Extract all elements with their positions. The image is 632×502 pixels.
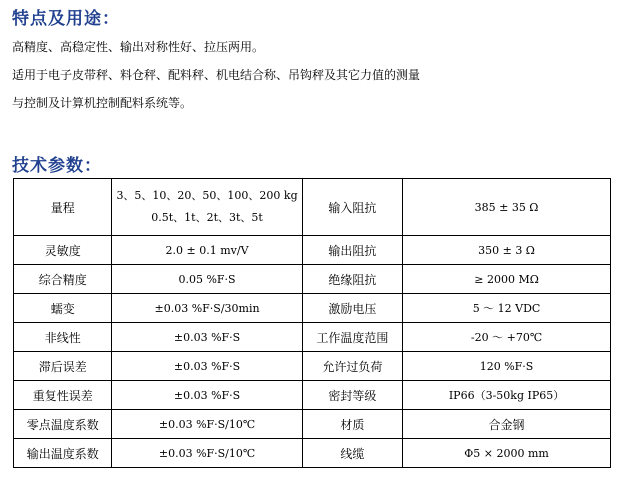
spec-label: 材质 — [302, 410, 402, 439]
spec-value: 2.0 ± 0.1 mv/V — [112, 236, 302, 265]
spec-label: 非线性 — [14, 323, 112, 352]
spec-label: 输出阻抗 — [302, 236, 402, 265]
spec-label: 线缆 — [302, 439, 402, 468]
spec-value: 120 %F·S — [403, 352, 611, 381]
features-heading: 特点及用途： — [12, 9, 120, 29]
features-line-3: 与控制及计算机控制配料系统等。 — [12, 96, 193, 110]
spec-label: 蠕变 — [14, 294, 112, 323]
spec-label: 综合精度 — [14, 265, 112, 294]
spec-label: 密封等级 — [302, 381, 402, 410]
spec-label: 允许过负荷 — [302, 352, 402, 381]
table-row — [14, 381, 611, 410]
spec-label: 绝缘阻抗 — [302, 265, 402, 294]
spec-value: ±0.03 %F·S/30min — [112, 294, 302, 323]
spec-value: Φ5 × 2000 mm — [403, 439, 611, 468]
spec-label: 滞后误差 — [14, 352, 112, 381]
table-row — [14, 236, 611, 265]
spec-value: 5 ～ 12 VDC — [403, 294, 611, 323]
table-row — [14, 439, 611, 468]
spec-label: 工作温度范围 — [302, 323, 402, 352]
table-row — [14, 323, 611, 352]
spec-value: 合金钢 — [403, 410, 611, 439]
spec-label: 零点温度系数 — [14, 410, 112, 439]
specs-table — [13, 178, 611, 468]
spec-label: 激励电压 — [302, 294, 402, 323]
spec-value: -20 ～ +70℃ — [403, 323, 611, 352]
spec-label: 输入阻抗 — [302, 179, 402, 236]
spec-label: 输出温度系数 — [14, 439, 112, 468]
spec-value: IP66（3-50kg IP65） — [403, 381, 611, 410]
table-row — [14, 179, 611, 236]
spec-value: 350 ± 3 Ω — [403, 236, 611, 265]
table-row — [14, 352, 611, 381]
features-line-2: 适用于电子皮带秤、料仓秤、配料秤、机电结合称、吊钩秤及其它力值的测量 — [12, 68, 421, 82]
spec-label: 重复性误差 — [14, 381, 112, 410]
spec-value: ±0.03 %F·S — [112, 381, 302, 410]
features-line-1: 高精度、高稳定性、输出对称性好、拉压两用。 — [12, 40, 265, 54]
spec-value: 385 ± 35 Ω — [403, 179, 611, 236]
spec-value: ±0.03 %F·S — [112, 323, 302, 352]
table-row — [14, 410, 611, 439]
table-row — [14, 265, 611, 294]
spec-value-line: 3、5、10、20、50、100、200 kg — [116, 189, 298, 202]
specs-heading: 技术参数： — [12, 156, 102, 176]
spec-value: ±0.03 %F·S/10℃ — [112, 410, 302, 439]
spec-label: 量程 — [14, 179, 112, 236]
spec-value-line: 0.5t、1t、2t、3t、5t — [151, 211, 263, 224]
spec-value: ±0.03 %F·S/10℃ — [112, 439, 302, 468]
spec-value: 0.05 %F·S — [112, 265, 302, 294]
table-row — [14, 294, 611, 323]
spec-label: 灵敏度 — [14, 236, 112, 265]
spec-value — [112, 179, 302, 236]
spec-value: ±0.03 %F·S — [112, 352, 302, 381]
spec-value: ≥ 2000 MΩ — [403, 265, 611, 294]
